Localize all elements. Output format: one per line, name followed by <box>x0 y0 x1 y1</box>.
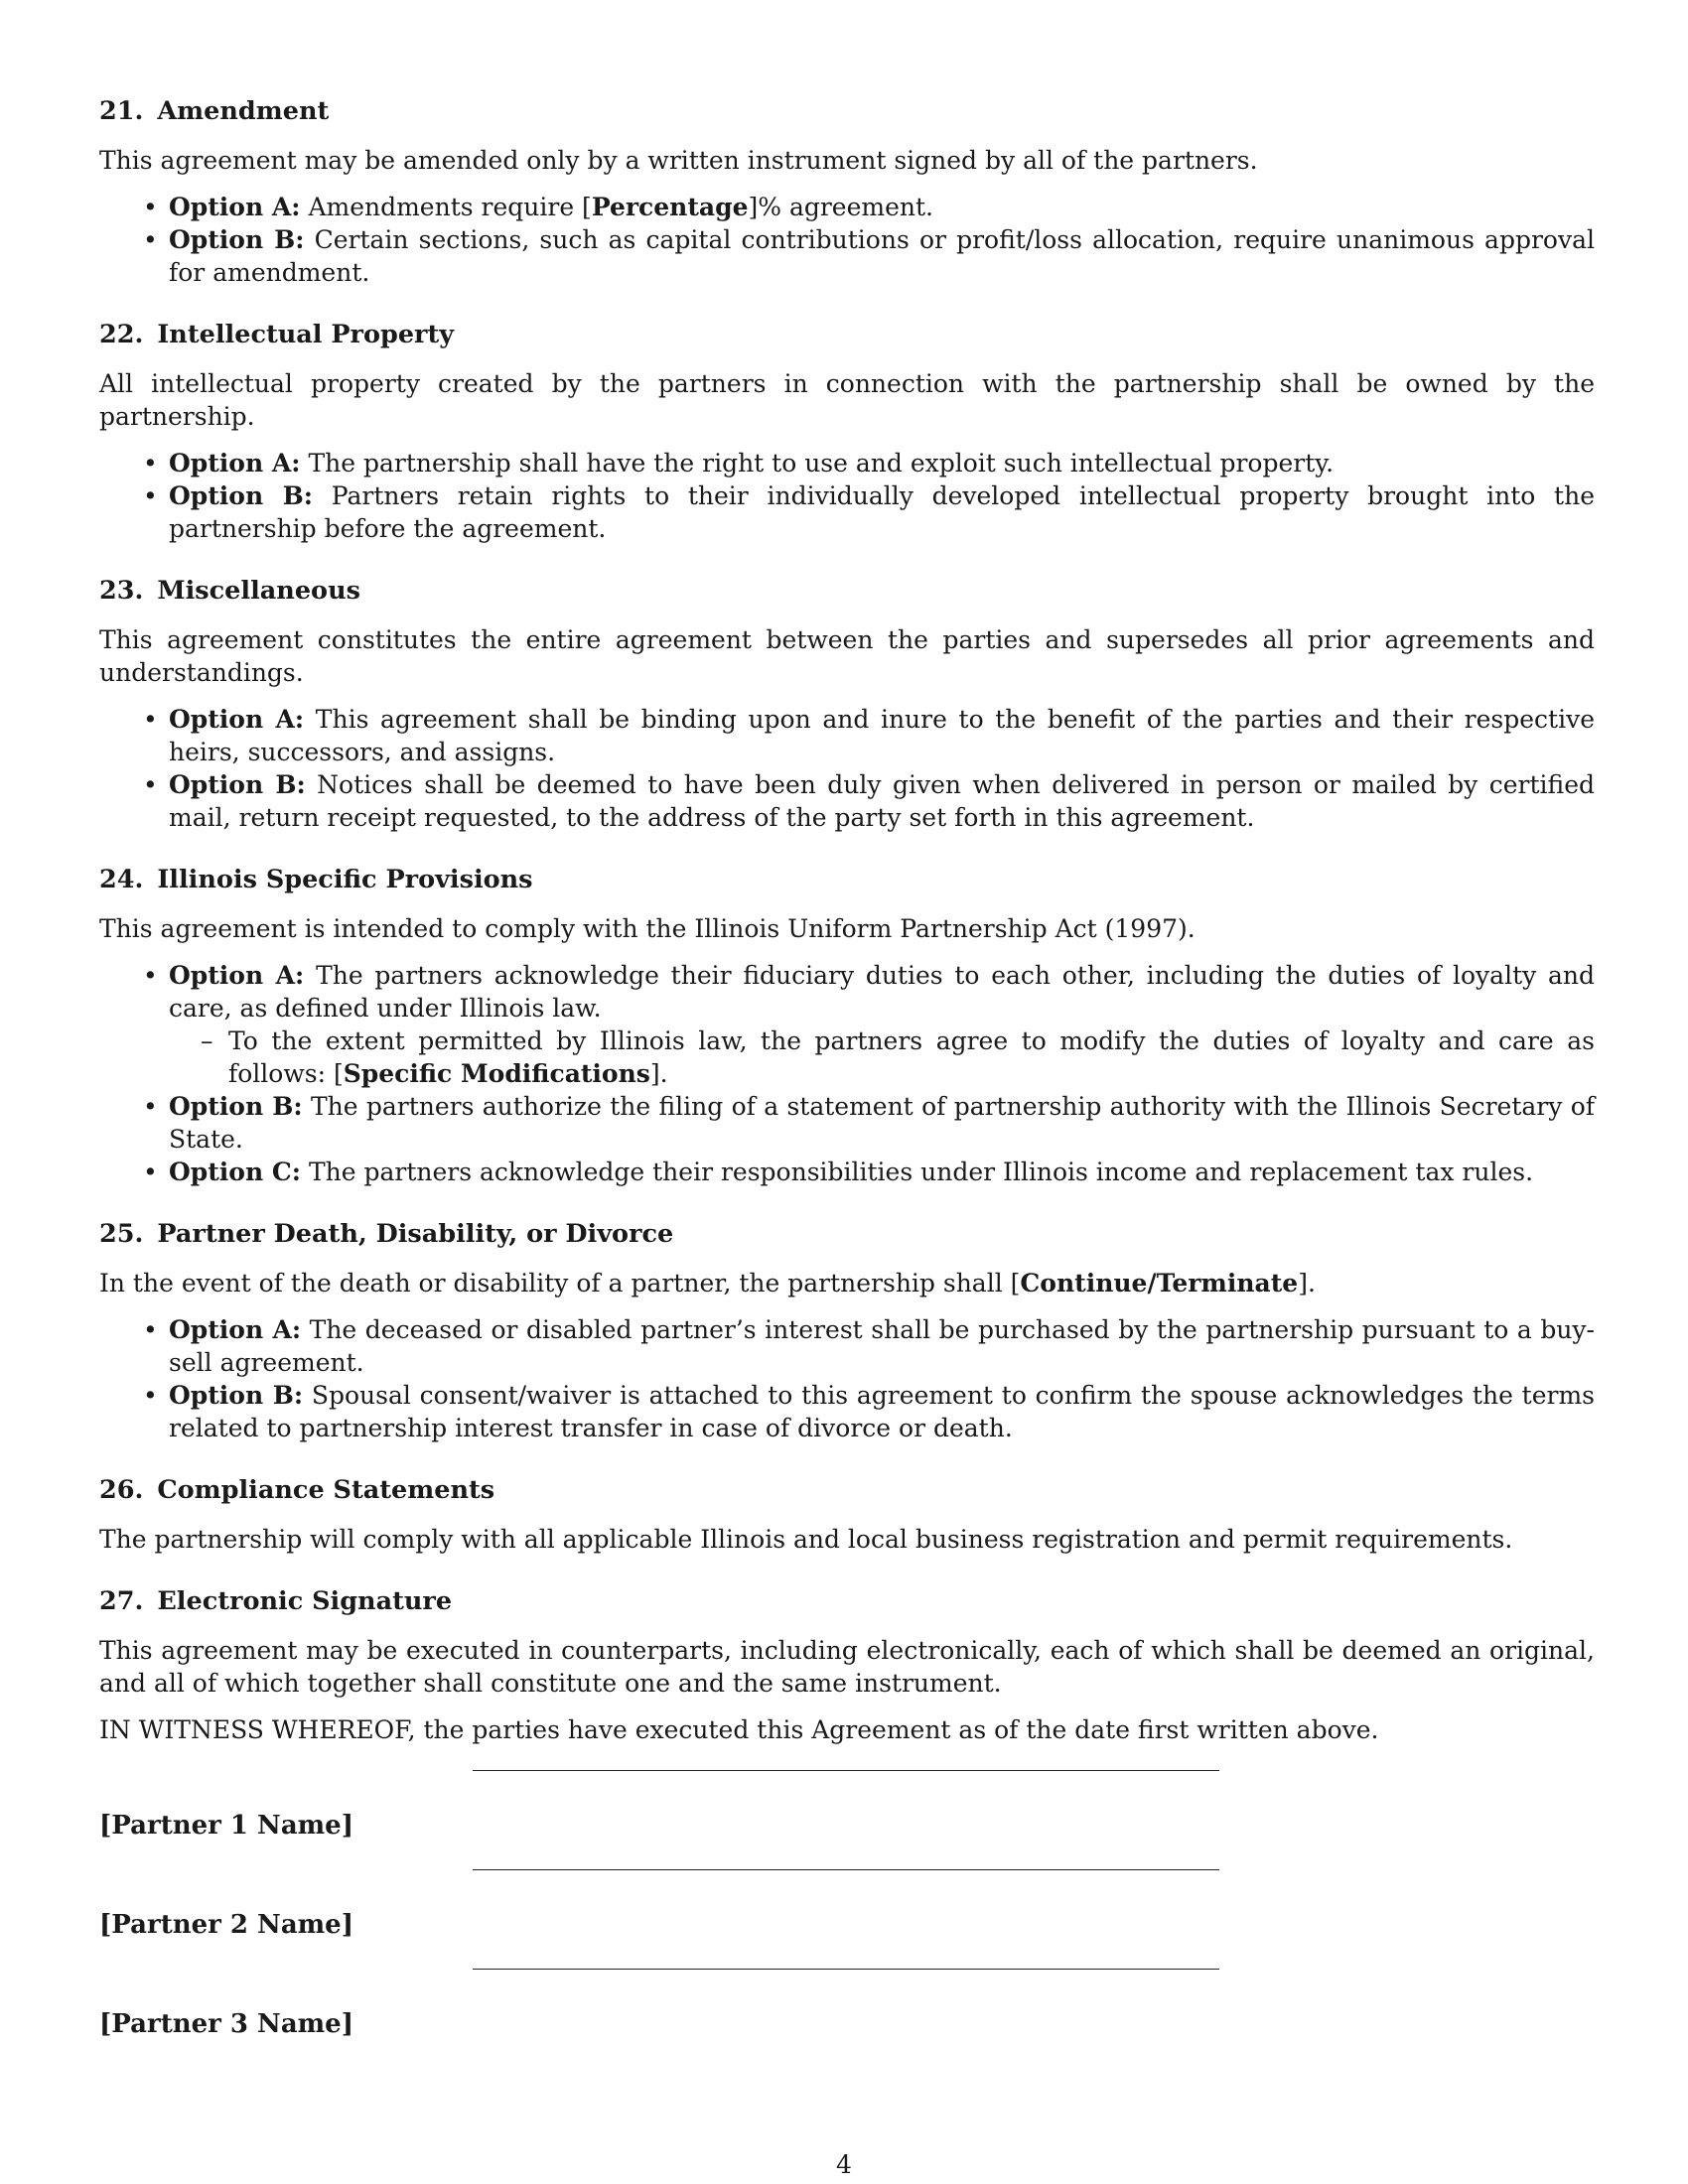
sub-option-list <box>169 1024 1595 1090</box>
section-electronic-signature <box>99 1585 1595 1746</box>
signature-line[interactable] <box>473 1770 1219 1771</box>
option-item: • Option B: The partners authorize the filing of a statement of partnership authority with the Illinois Secretary of State. <box>99 1090 1595 1156</box>
section-paragraph: This agreement may be executed in counterparts, including electronically, each of which shall be deemed an original, and all of which together shall constitute one and the same instrument. <box>99 1636 1595 1698</box>
option-list <box>99 447 1595 545</box>
section-illinois-provisions <box>99 864 1595 1188</box>
option-item: • Option B: Certain sections, such as capital contributions or profit/loss allocation, require unanimous approval for amendment. <box>99 223 1595 289</box>
section-paragraph: All intellectual property created by the partners in connection with the partnership shall be owned by the partnership. <box>99 369 1595 431</box>
partner-name: [Partner 1 Name] <box>99 1811 354 1841</box>
option-item: • Option A: The partners acknowledge their fiduciary duties to each other, including the duties of loyalty and care, as defined under Illinois law. – To the extent permitted by Illinois law, the partners agree to modify the duties of loyalty and care as follows: [Specific Modifications]. <box>99 959 1595 1090</box>
option-list <box>99 703 1595 834</box>
section-intellectual-property <box>99 319 1595 545</box>
section-paragraph: This agreement is intended to comply with the Illinois Uniform Partnership Act (1997). <box>99 914 1196 943</box>
option-item: • Option C: The partners acknowledge their responsibilities under Illinois income and replacement tax rules. <box>99 1156 1595 1188</box>
placeholder-field: Specific Modifications <box>343 1059 650 1088</box>
signature-block-partner-2 <box>99 1869 1595 1969</box>
option-item: • Option B: Partners retain rights to their individually developed intellectual property brought into the partnership before the agreement. <box>99 479 1595 545</box>
option-item: • Option A: The deceased or disabled partner’s interest shall be purchased by the partnership pursuant to a buy-sell agreement. <box>99 1313 1595 1379</box>
option-item: • Option A: Amendments require [Percentage]% agreement. <box>99 191 1595 223</box>
section-death-disability-divorce <box>99 1218 1595 1444</box>
partner-name: [Partner 2 Name] <box>99 1910 354 1940</box>
section-heading: 22. Intellectual Property <box>99 320 455 349</box>
section-paragraph: The partnership will comply with all applicable Illinois and local business registration and permit requirements. <box>99 1525 1513 1554</box>
signature-line[interactable] <box>473 1969 1219 1970</box>
document-page <box>99 95 1595 2068</box>
placeholder-field: Continue/Terminate <box>1020 1269 1299 1297</box>
option-list <box>99 1313 1595 1444</box>
section-heading: 21. Amendment <box>99 96 330 126</box>
section-compliance <box>99 1474 1595 1556</box>
section-miscellaneous <box>99 575 1595 834</box>
witness-statement: IN WITNESS WHEREOF, the parties have executed this Agreement as of the date first written above. <box>99 1715 1379 1744</box>
signature-block-partner-3 <box>99 1969 1595 2068</box>
section-heading: 27. Electronic Signature <box>99 1586 453 1616</box>
section-paragraph: In the event of the death or disability of a partner, the partnership shall [Continue/Terminate]. <box>99 1269 1316 1297</box>
option-list <box>99 191 1595 289</box>
option-list <box>99 959 1595 1188</box>
option-item: • Option B: Spousal consent/waiver is attached to this agreement to confirm the spouse acknowledges the terms related to partnership interest transfer in case of divorce or death. <box>99 1379 1595 1444</box>
option-item: • Option A: The partnership shall have the right to use and exploit such intellectual property. <box>99 447 1595 479</box>
placeholder-field: Percentage <box>591 193 749 221</box>
signature-line[interactable] <box>473 1869 1219 1870</box>
signature-block-partner-1 <box>99 1770 1595 1869</box>
option-item: • Option A: This agreement shall be binding upon and inure to the benefit of the parties and their respective heirs, successors, and assigns. <box>99 703 1595 768</box>
sub-option-item: – To the extent permitted by Illinois law, the partners agree to modify the duties of loyalty and care as follows: [Specific Modifications]. <box>169 1024 1595 1090</box>
partner-name: [Partner 3 Name] <box>99 2009 354 2039</box>
section-paragraph: This agreement may be amended only by a written instrument signed by all of the partners. <box>99 146 1258 175</box>
section-heading: 24. Illinois Specific Provisions <box>99 865 533 894</box>
section-heading: 26. Compliance Statements <box>99 1475 495 1505</box>
section-heading: 25. Partner Death, Disability, or Divorce <box>99 1219 674 1249</box>
page-number: 4 <box>836 2150 852 2179</box>
section-paragraph: This agreement constitutes the entire agreement between the parties and supersedes all prior agreements and understandings. <box>99 625 1595 687</box>
section-heading: 23. Miscellaneous <box>99 576 360 606</box>
section-amendment <box>99 95 1595 289</box>
option-item: • Option B: Notices shall be deemed to have been duly given when delivered in person or mailed by certified mail, return receipt requested, to the address of the party set forth in this agreement. <box>99 768 1595 834</box>
